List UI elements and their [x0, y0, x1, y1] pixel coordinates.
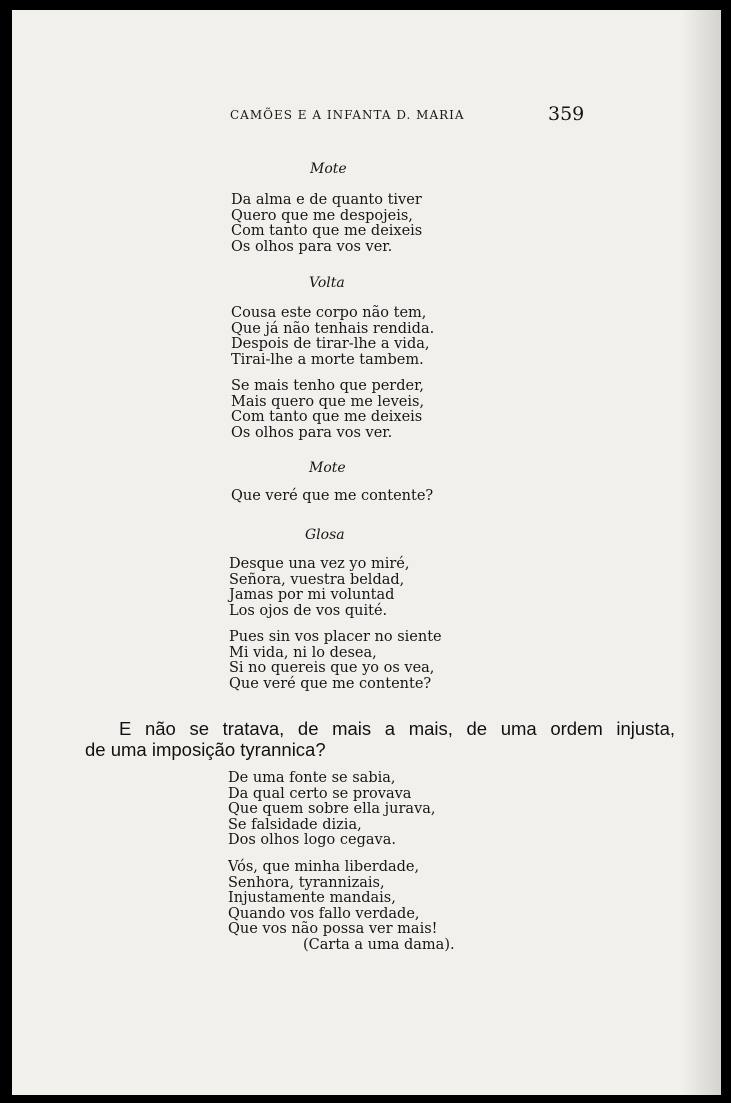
- section-heading-mote: Mote: [310, 161, 347, 177]
- verse-line: Da alma e de quanto tiver: [231, 192, 422, 208]
- verse-line: Da qual certo se provava: [228, 785, 412, 802]
- verse-stanza: [231, 379, 424, 441]
- verse-stanza: [229, 557, 409, 619]
- verse-stanza: [231, 306, 434, 368]
- verse-line: Quero que me despojeis,: [231, 207, 413, 224]
- verse-line: Que já não tenhais rendida.: [231, 320, 435, 337]
- verse-line: Senhora, tyrannizais,: [228, 874, 385, 891]
- section-heading-mote: Mote: [309, 460, 346, 476]
- prose-paragraph: [85, 718, 675, 760]
- verse-line: Os olhos para vos ver.: [231, 238, 393, 255]
- verse-line: Cousa este corpo não tem,: [231, 305, 427, 321]
- verse-stanza: [231, 193, 422, 255]
- verse-stanza: [229, 630, 442, 692]
- verse-line: Que veré que me contente?: [231, 488, 434, 504]
- verse-line: Tirai-lhe a morte tambem.: [231, 351, 424, 368]
- verse-line: Que quem sobre ella jurava,: [228, 801, 436, 817]
- verse-line: Quando vos fallo verdade,: [228, 905, 420, 922]
- verse-line: Jamas por mi voluntad: [229, 587, 395, 603]
- verse-line: Mi vida, ni lo desea,: [229, 644, 377, 661]
- prose-line: E não se tratava, de mais a mais, de uma ordem injusta,: [119, 718, 675, 739]
- verse-line: Com tanto que me deixeis: [231, 409, 423, 425]
- verse-line: Dos olhos logo cegava.: [228, 832, 396, 848]
- verse-line: Desque una vez yo miré,: [229, 556, 410, 572]
- section-heading-volta: Volta: [309, 275, 345, 291]
- quote-source: (Carta a uma dama).: [303, 936, 455, 953]
- book-page: [12, 10, 721, 1095]
- section-heading-glosa: Glosa: [305, 527, 345, 543]
- verse-line: Los ojos de vos quité.: [229, 602, 388, 619]
- verse-line: Que veré que me contente?: [229, 675, 432, 692]
- verse-stanza: [228, 771, 436, 849]
- verse-line: Os olhos para vos ver.: [231, 424, 393, 441]
- verse-line: Se falsidade dizia,: [228, 816, 362, 833]
- verse-stanza: [228, 860, 455, 953]
- running-title: CAMÕES E A INFANTA D. MARIA: [230, 108, 465, 122]
- prose-line: de uma imposição tyrannica?: [85, 739, 326, 760]
- verse-line: Com tanto que me deixeis: [231, 223, 423, 239]
- page-number: 359: [548, 103, 585, 125]
- verse-line: De uma fonte se sabia,: [228, 770, 396, 786]
- verse-line: Señora, vuestra beldad,: [229, 571, 405, 588]
- verse-line: Que vos não possa ver mais!: [228, 921, 438, 937]
- verse-line: Injustamente mandais,: [228, 890, 396, 906]
- verse-line: Pues sin vos placer no siente: [229, 629, 442, 645]
- verse-line: Mais quero que me leveis,: [231, 393, 425, 410]
- page-header: [12, 103, 721, 127]
- verse-line: Despois de tirar-lhe a vida,: [231, 336, 430, 352]
- verse-line: Si no quereis que yo os vea,: [229, 660, 435, 676]
- verse-line: Vós, que minha liberdade,: [228, 859, 420, 875]
- verse-line: Se mais tenho que perder,: [231, 378, 425, 394]
